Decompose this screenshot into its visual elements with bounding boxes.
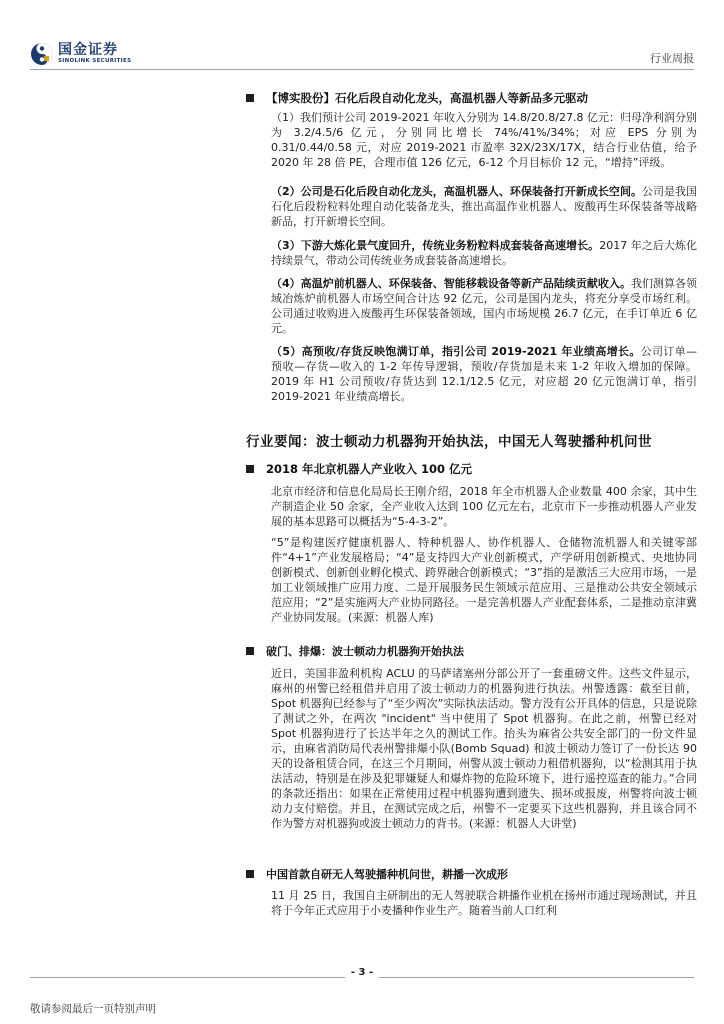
news-3-heading [246,866,508,882]
page-number-text: - 3 - [345,967,379,978]
company-paragraph-1: （1）我们预计公司 2019-2021 年收入分别为 14.8/20.8/27.8 亿元：归母净利润分别为 3.2/4.5/6 亿元，分别同比增长 74%/41%/34%；对应 EPS 分别为 0.31/0.44/0.58 元，对应 2019-2021 市盈率 32X/23X/17X，结合行业估值，给予 2020 年 28 倍 PE，合理市值 126 亿元，6-12 个月目标价 12 元，“增持”评级。 [271,111,697,169]
square-bullet-icon [246,94,254,102]
page-header [0,0,724,80]
page-number [0,967,724,978]
news-2-heading [246,643,464,659]
company-heading-text: 【博实股份】石化后段自动化龙头，高温机器人等新品多元驱动 [266,91,588,105]
square-bullet-icon [246,870,254,878]
news-1-heading [246,461,472,477]
company-paragraph-3 [271,238,697,268]
company-paragraph-5 [271,344,697,404]
company-paragraph-3-body: 2017 年之后大炼化持续景气，带动公司传统业务成套装备高速增长。 [271,239,698,267]
company-logo [30,42,131,66]
news-1-paragraph-1: 北京市经济和信息化局局长王刚介绍，2018 年全市机器人企业数量 400 余家，其中生产制造企业 50 余家，全产业收入达到 100 亿元左右，北京市下一步推动机器人产业发展的基本思路可以概括为“5-4-3-2”。 [271,485,697,528]
square-bullet-icon [246,465,254,473]
company-heading [246,90,588,106]
company-paragraph-2-body: 公司是我国石化后段粉粒料处理自动化装备龙头，推出高温作业机器人、废酸再生环保装备等战略新品，打开新增长空间。 [271,185,698,228]
company-paragraph-4-body: 我们测算各领域冶炼炉前机器人市场空间合计达 92 亿元，公司是国内龙头，将充分享受市场红利。公司通过收购进入废酸再生环保装备领域，国内市场规模 26.7 亿元，在手订单近 6 亿元。 [271,277,697,335]
news-2-paragraph-1: 近日，美国非盈利机构 ACLU 的马萨诸塞州分部公开了一套重磅文件。这些文件显示，麻州的州警已经租借并启用了波士顿动力的机器狗进行执法。州警透露：截至目前，Spot 机器狗已经参与了“至少两次”实际执法活动。警方没有公开具体的信息，只是说除了测试之外，在两次 "incident" 当中使用了 Spot 机器狗。在此之前，州警已经对 Spot 机器狗进行了长达半年之久的测试工作。抬头为麻省公共安全部门的一份文件显示，由麻省消防局代表州警排爆小队(Bomb Squad) 和波士顿动力签订了一份长达 90 天的设备租赁合同，在这三个月期间，州警从波士顿动力租借机器狗，以“检测其用于执法活动，特别是在涉及犯罪嫌疑人和爆炸物的危险环境下，进行遥控巡查的能力。”合同的条款还指出：如果在正常使用过程中机器狗遭到遗失、损坏或报废，州警将向波士顿动力支付赔偿。并且，在测试完成之后，州警不一定要买下这些机器狗，并且该合同不作为警方对机器狗或波士顿动力的背书。(来源：机器人大讲堂) [271,667,697,830]
company-paragraph-5-lead: （5）高预收/存货反映饱满订单，指引公司 2019-2021 年业绩高增长。 [271,345,641,358]
square-bullet-icon [246,647,254,655]
company-paragraph-2 [271,184,697,229]
company-paragraph-4 [271,276,697,336]
company-paragraph-3-lead: （3）下游大炼化景气度回升，传统业务粉粒料成套装备高速增长。 [271,239,600,252]
news-1-heading-text: 2018 年北京机器人产业收入 100 亿元 [266,462,473,476]
news-2-heading-text: 破门、排爆：波士顿动力机器狗开始执法 [266,645,464,658]
industry-news-title: 行业要闻：波士顿动力机器狗开始执法，中国无人驾驶播种机问世 [246,434,652,450]
logo-chinese-name: 国金证券 [58,42,118,59]
news-1-paragraph-2: “5”是构建医疗健康机器人、特种机器人、协作机器人、仓储物流机器人和关键零部件“4+1”产业发展格局；“4”是支持四大产业创新模式，产学研用创新模式、央地协同创新模式、创新创业孵化模式、跨界融合创新模式；“3”指的是激活三大应用市场，一是加工业领域推广应用力度、二是开展服务民生领域示范应用、三是推动公共安全领域示范应用；“2”是实施两大产业协同路径。一是完善机器人产业配套体系，二是推动京津冀产业协同发展。(来源：机器人库) [271,536,697,624]
company-paragraph-2-lead: （2）公司是石化后段自动化龙头，高温机器人、环保装备打开新成长空间。 [271,185,642,198]
logo-english-name: SINOLINK SECURITIES [58,58,132,65]
report-type-label: 行业周报 [650,52,694,65]
news-3-heading-text: 中国首款自研无人驾驶播种机问世，耕播一次成形 [266,868,508,881]
header-divider [30,69,694,70]
company-paragraph-5-body: 公司订单—预收—存货—收入的 1-2 年传导逻辑，预收/存货加是未来 1-2 年收入增加的保障。2019 年 H1 公司预收/存货达到 12.1/12.5 亿元，对应超 20 亿元饱满订单，指引 2019-2021 年业绩高增长。 [271,345,698,403]
footer-disclaimer: 敬请参阅最后一页特别声明 [30,1003,156,1015]
company-paragraph-4-lead: （4）高温炉前机器人、环保装备、智能移载设备等新产品陆续贡献收入。 [271,277,631,290]
sinolink-logo-icon [30,42,54,66]
news-3-paragraph-1: 11 月 25 日，我国自主研制出的无人驾驶联合耕播作业机在扬州市通过现场测试，并且将于今年正式应用于小麦播种作业生产。随着当前人口红利 [271,889,697,917]
